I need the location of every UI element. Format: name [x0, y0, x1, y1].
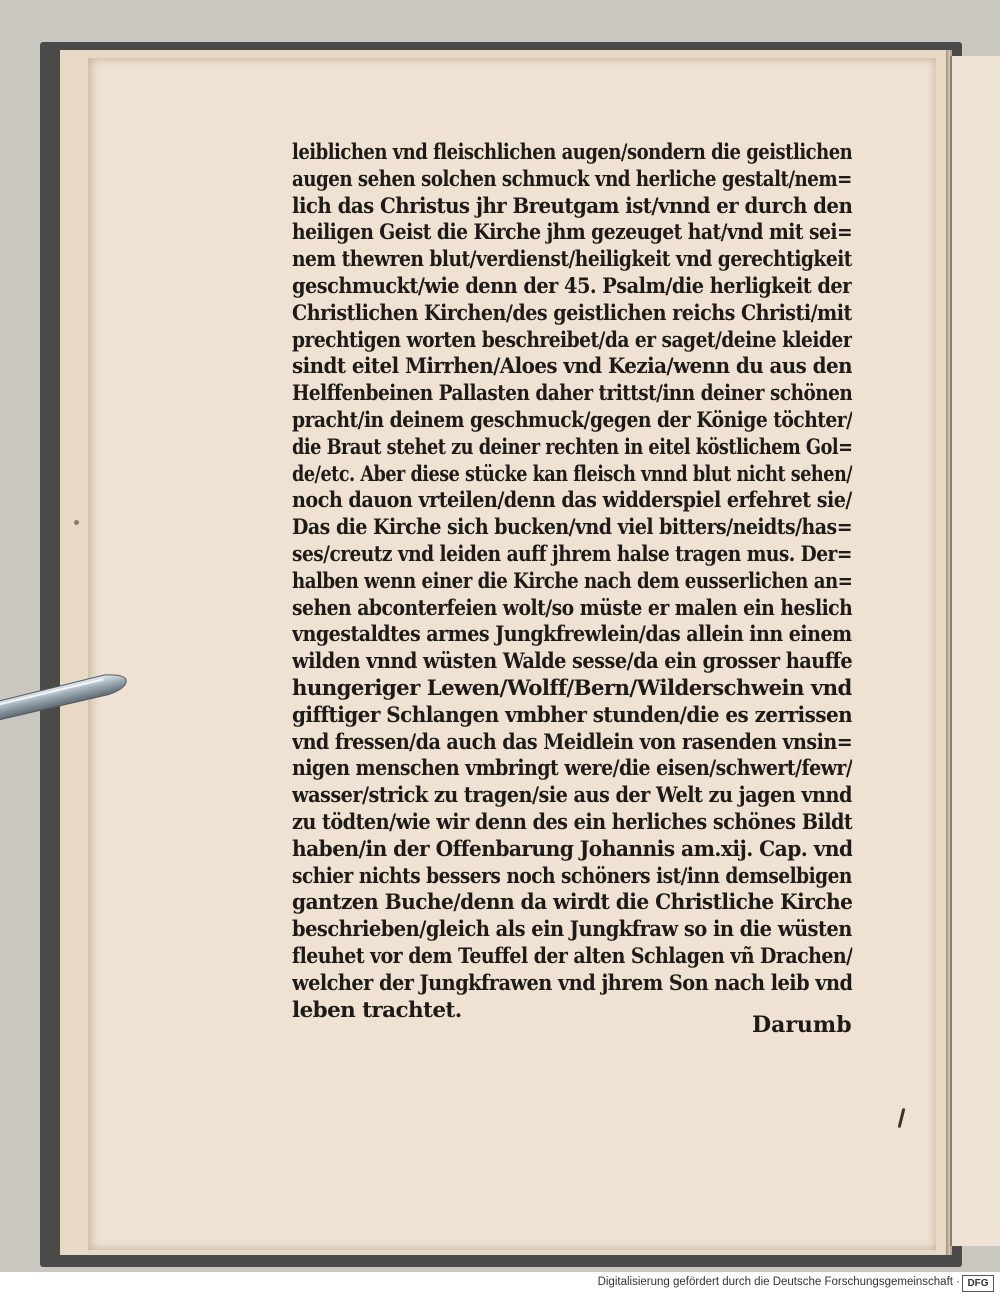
text-line: wilden vnnd wüsten Walde sesse/da ein grosser hauffe	[292, 649, 853, 675]
page-blemish	[74, 520, 79, 525]
text-line: haben/in der Offenbarung Johannis am.xij. Cap. vnd	[292, 836, 853, 862]
text-line: fleuhet vor dem Teuffel der alten Schlagen vñ Drachen/	[292, 943, 853, 969]
text-line: wasser/strick zu tragen/sie aus der Welt zu jagen vnnd	[292, 783, 852, 809]
catchword: Darumb	[752, 1012, 852, 1038]
text-line: gantzen Buche/denn da wirdt die Christliche Kirche	[292, 890, 852, 916]
text-line: geschmuckt/wie denn der 45. Psalm/die herligkeit der	[292, 273, 852, 299]
footer-bar	[0, 1272, 1000, 1295]
text-line: heiligen Geist die Kirche jhm gezeuget hat/vnd mit sei=	[292, 220, 853, 246]
text-line: Helffenbeinen Pallasten daher trittst/inn deiner schönen	[292, 381, 853, 407]
facing-page-edge	[950, 56, 1000, 1246]
text-line: lich das Christus jhr Breutgam ist/vnnd er durch den	[292, 193, 853, 219]
text-line: die Braut stehet zu deiner rechten in eitel köstlichem Gol=	[292, 434, 853, 460]
text-line: leben trachtet.	[292, 997, 462, 1023]
text-line: ses/creutz vnd leiden auff jhrem halse tragen mus. Der=	[292, 541, 852, 567]
text-line: vngestaldtes armes Jungkfrewlein/das allein inn einem	[292, 622, 852, 648]
text-line: gifftiger Schlangen vmbher stunden/die es zerrissen	[292, 702, 852, 728]
text-line: hungeriger Lewen/Wolff/Bern/Wilderschwein vnd	[292, 675, 852, 701]
text-line: Das die Kirche sich bucken/vnd viel bitters/neidts/has=	[292, 515, 853, 541]
text-line: vnd fressen/da auch das Meidlein von rasenden vnsin=	[292, 729, 853, 755]
text-block	[292, 140, 862, 1024]
text-line: beschrieben/gleich als ein Jungkfraw so in die wüsten	[292, 917, 852, 943]
text-line: sindt eitel Mirrhen/Aloes vnd Kezia/wenn du aus den	[292, 354, 852, 380]
text-line: halben wenn einer die Kirche nach dem eusserlichen an=	[292, 568, 853, 594]
text-line: schier nichts bessers noch schöners ist/inn demselbigen	[292, 863, 852, 889]
text-line: nigen menschen vmbringt were/die eisen/schwert/fewr/	[292, 756, 853, 782]
text-line: de/etc. Aber diese stücke kan fleisch vnnd blut nicht sehen/	[292, 461, 853, 487]
text-line: sehen abconterfeien wolt/so müste er malen ein heslich	[292, 595, 853, 621]
funding-credit: Digitalisierung gefördert durch die Deutsche Forschungsgemeinschaft ·	[597, 1276, 960, 1288]
text-line: pracht/in deinem geschmuck/gegen der Könige töchter/	[292, 407, 853, 433]
text-line: nem thewren blut/verdienst/heiligkeit vnd gerechtigkeit	[292, 247, 852, 273]
text-line: Christlichen Kirchen/des geistlichen reichs Christi/mit	[292, 300, 852, 326]
text-line: zu tödten/wie wir denn des ein herliches schönes Bildt	[292, 809, 853, 835]
text-line: augen sehen solchen schmuck vnd herliche gestalt/nem=	[292, 166, 852, 192]
dfg-logo: DFG	[962, 1275, 994, 1292]
text-line: welcher der Jungkfrawen vnd jhrem Son nach leib vnd	[292, 970, 853, 996]
text-line: prechtigen worten beschreibet/da er saget/deine kleider	[292, 327, 853, 353]
text-line: noch dauon vrteilen/denn das widderspiel erfehret sie/	[292, 488, 852, 514]
text-line: leiblichen vnd fleischlichen augen/sondern die geistlichen	[292, 140, 852, 165]
